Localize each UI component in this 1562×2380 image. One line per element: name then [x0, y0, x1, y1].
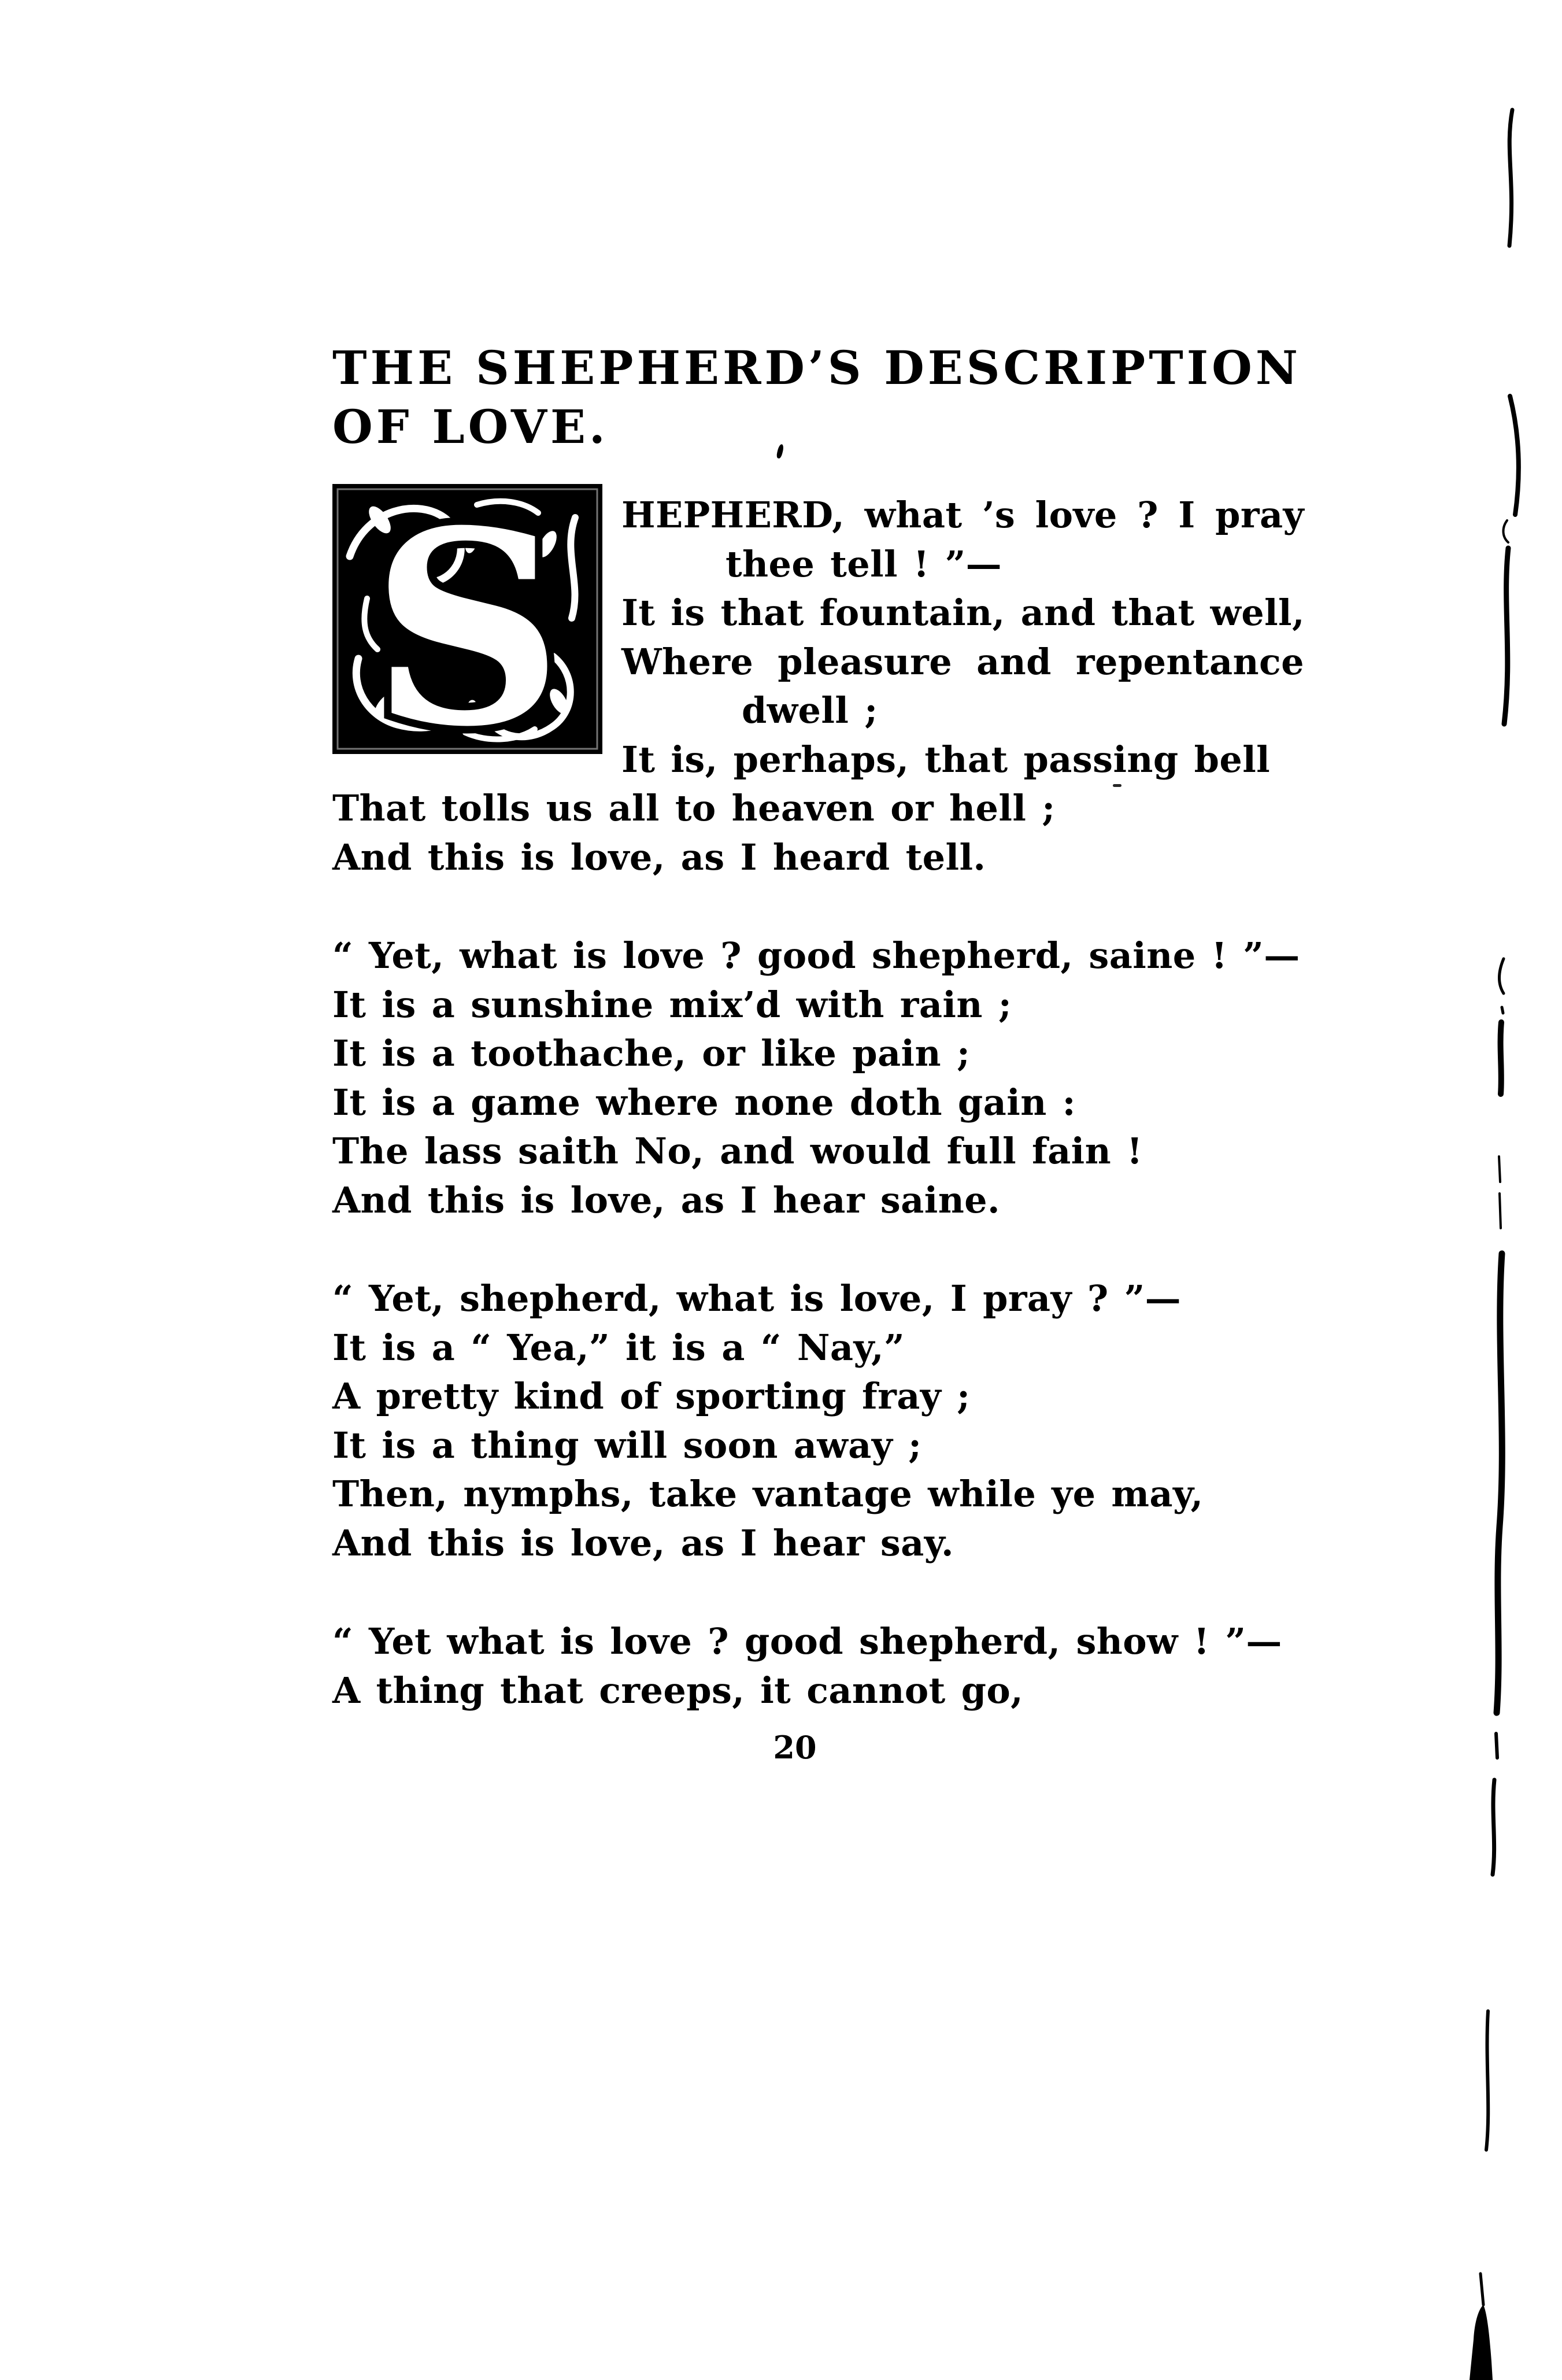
poem-line: It is a sunshine mix’d with rain ;	[332, 983, 1012, 1026]
drop-cap-ornament	[332, 484, 602, 754]
page-number: 20	[773, 1729, 817, 1766]
poem-line: It is a toothache, or like pain ;	[332, 1032, 971, 1074]
stanza-1	[332, 484, 1305, 882]
stanza-3	[332, 1274, 1304, 1568]
poem-line: “ Yet, what is love ? good shepherd, saine ! ”—	[332, 934, 1300, 977]
poem-line: And this is love, as I hear say.	[332, 1521, 954, 1564]
poem-line: That tolls us all to heaven or hell ;	[332, 787, 1056, 829]
poem-line: Where pleasure and repentance	[621, 640, 1304, 683]
poem-line: A thing that creeps, it cannot go,	[332, 1669, 1024, 1712]
text-column	[332, 338, 1304, 1765]
poem-line: And this is love, as I heard tell.	[332, 836, 986, 878]
poem-line: thee tell ! ”—	[726, 542, 1002, 585]
poem-line: And this is love, as I hear saine.	[332, 1178, 1001, 1221]
poem-line: Then, nymphs, take vantage while ye may,	[332, 1473, 1204, 1515]
poem-line: “ Yet, shepherd, what is love, I pray ? ”—	[332, 1277, 1182, 1320]
poem-line: It is a thing will soon away ;	[332, 1424, 922, 1466]
poem-title-line2: OF LOVE.	[332, 400, 609, 454]
poem-line: It is, perhaps, that passing bell	[621, 738, 1271, 781]
poem-line: It is that fountain, and that well,	[621, 592, 1305, 634]
drop-cap-letter: S	[371, 484, 564, 754]
poem-line: It is a game where none doth gain :	[332, 1081, 1076, 1124]
stanza-2	[332, 932, 1304, 1225]
ink-speck	[1113, 784, 1121, 787]
poem-line: HEPHERD, what ’s love ? I pray	[621, 494, 1304, 536]
poem-line: dwell ;	[742, 689, 878, 731]
poem-line: It is a “ Yea,” it is a “ Nay,”	[332, 1326, 905, 1369]
poem-title-line1: THE SHEPHERD’S DESCRIPTION	[332, 341, 1301, 395]
stanza-4	[332, 1617, 1304, 1715]
poem-line: A pretty kind of sporting fray ;	[332, 1375, 971, 1417]
poem-title	[332, 338, 1304, 456]
poem-line: “ Yet what is love ? good shepherd, show ! ”—	[332, 1620, 1282, 1662]
poem-line: The lass saith No, and would full fain !	[332, 1130, 1143, 1172]
